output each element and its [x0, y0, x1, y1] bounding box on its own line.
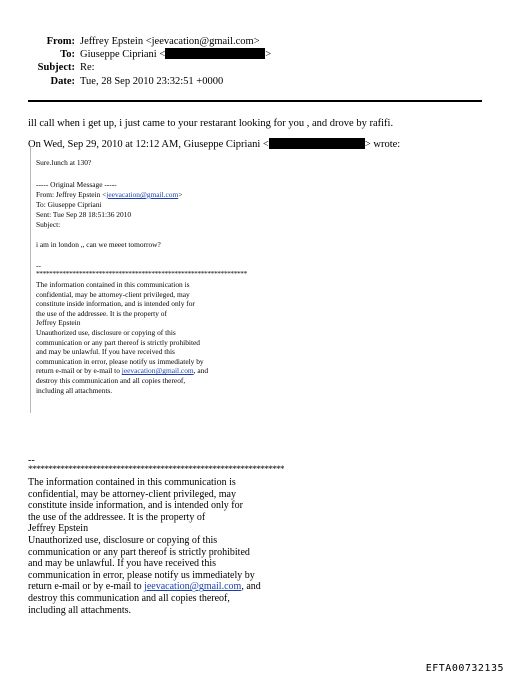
disclaimer-line: communication or any part thereof is strictly prohibited — [28, 546, 250, 558]
quoted-stars: **************************************************************** — [36, 269, 247, 278]
date-label: Date: — [50, 76, 75, 87]
quoted-from-link[interactable]: jeevacation@gmail.com — [106, 190, 179, 199]
to-name: Giuseppe Cipriani < — [80, 49, 166, 60]
disclaimer-line: communication or any part thereof is strictly prohibited — [36, 337, 200, 347]
reply-prefix: On Wed, Sep 29, 2010 at 12:12 AM, Giuseppe Cipriani < — [28, 139, 269, 150]
disclaimer-line: The information contained in this communication is — [36, 280, 190, 289]
footer-stars: **************************************************************** — [28, 464, 284, 474]
disclaimer-line: the use of the addressee. It is the property of — [36, 308, 167, 318]
subject-value: Re: — [80, 62, 95, 73]
notify-link[interactable]: jeevacation@gmail.com — [121, 366, 194, 376]
quoted-from — [36, 190, 182, 200]
disclaimer-line: destroy this communication and all copies thereof, — [36, 375, 186, 385]
disclaimer-line: confidential, may be attorney-client privileged, may — [28, 488, 236, 500]
disclaimer-line: Jeffrey Epstein — [36, 318, 81, 328]
disclaimer-line: constitute inside information, and is intended only for — [36, 299, 195, 309]
disclaimer-line: confidential, may be attorney-client privileged, may — [36, 289, 190, 299]
quoted-subject: Subject: — [36, 220, 61, 229]
disclaimer-line: including all attachments. — [28, 604, 132, 616]
original-message-header: ----- Original Message ----- — [36, 180, 117, 189]
disclaimer-line: communication in error, please notify us immediately by — [36, 356, 204, 366]
notify-suffix: , and — [193, 366, 209, 376]
disclaimer-line: communication in error, please notify us immediately by — [28, 569, 255, 581]
disclaimer-line: constitute inside information, and is intended only for — [28, 500, 243, 512]
to-value — [80, 48, 271, 62]
quoted-sig-dash: -- — [36, 261, 41, 270]
disclaimer-line: Jeffrey Epstein — [28, 523, 89, 535]
document-stamp: EFTA00732135 — [425, 663, 504, 674]
to-label: To: — [60, 49, 75, 60]
date-value: Tue, 28 Sep 2010 23:32:51 +0000 — [80, 76, 224, 87]
quoted-from-suffix: > — [178, 190, 183, 199]
quoted-from-prefix: From: Jeffrey Epstein < — [36, 190, 107, 199]
disclaimer-line: the use of the addressee. It is the property of — [28, 511, 206, 523]
disclaimer-line: Unauthorized use, disclosure or copying of this — [28, 534, 218, 546]
quoted-sent: Sent: Tue Sep 28 18:51:36 2010 — [36, 210, 132, 219]
quoted-disclaimer — [36, 280, 208, 395]
header-divider — [28, 100, 482, 102]
disclaimer-line: including all attachments. — [36, 385, 113, 395]
notify-link[interactable]: jeevacation@gmail.com — [144, 581, 242, 593]
notify-prefix: return e-mail or by e-mail to — [36, 366, 122, 376]
disclaimer-notify-line — [36, 366, 208, 376]
footer-sig-dash: -- — [28, 455, 35, 466]
notify-prefix: return e-mail or by e-mail to — [28, 581, 145, 593]
disclaimer-line: Unauthorized use, disclosure or copying of this — [36, 327, 176, 337]
reply-suffix: > wrote: — [364, 139, 401, 150]
quoted-message-text: i am in london ,, can we meeet tomorrow? — [36, 240, 161, 249]
notify-suffix: , and — [241, 581, 261, 593]
message-text: ill call when i get up, i just came to your restarant looking for you , and drove by rafifi. — [28, 118, 394, 129]
disclaimer-line: and may be unlawful. If you have received this — [36, 347, 175, 357]
from-value: Jeffrey Epstein <jeevacation@gmail.com> — [80, 36, 260, 47]
disclaimer-line: and may be unlawful. If you have received this — [28, 558, 216, 570]
from-label: From: — [46, 36, 75, 47]
disclaimer-line: The information contained in this communication is — [28, 477, 236, 488]
footer-disclaimer — [28, 477, 261, 616]
subject-label: Subject: — [37, 62, 75, 73]
to-suffix: > — [265, 49, 272, 60]
quoted-reply: Sure.lunch at 130? — [36, 158, 92, 167]
redaction-block — [165, 48, 265, 59]
quoted-to: To: Giuseppe Cipriani — [36, 200, 102, 209]
disclaimer-notify-line — [28, 581, 261, 593]
disclaimer-line: destroy this communication and all copies thereof, — [28, 592, 230, 604]
